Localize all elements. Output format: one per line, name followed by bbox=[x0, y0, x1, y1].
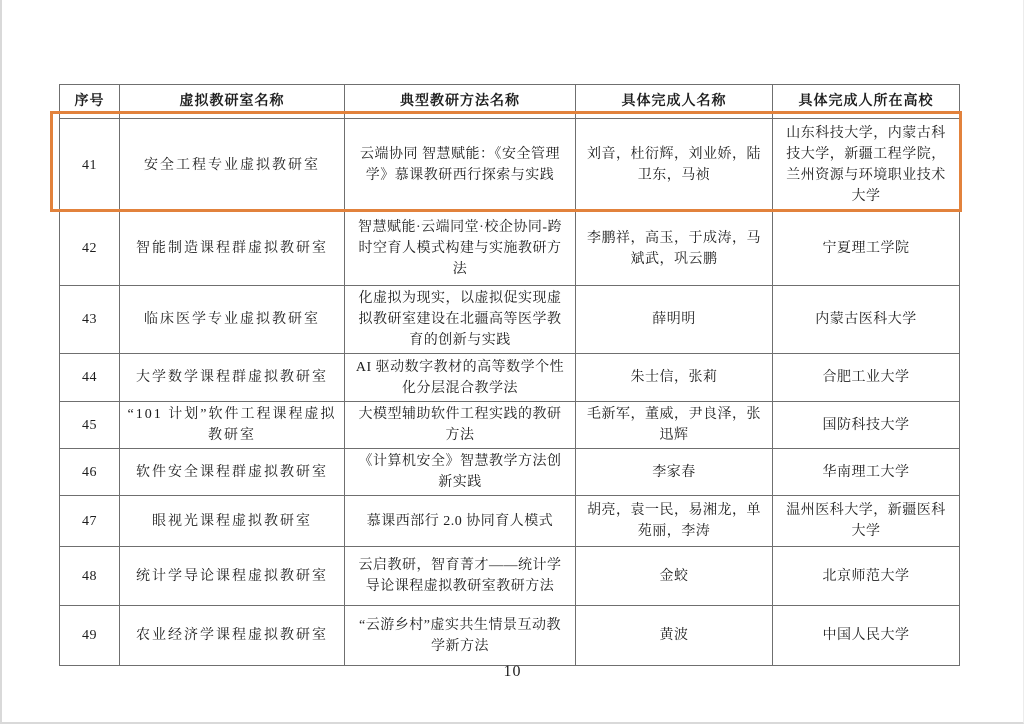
cell-no: 41 bbox=[60, 119, 120, 212]
cell-method: 《计算机安全》智慧教学方法创新实践 bbox=[345, 449, 576, 496]
table-row bbox=[60, 547, 960, 606]
cell-no: 42 bbox=[60, 212, 120, 286]
cell-people: 金蛟 bbox=[576, 547, 773, 606]
header-method: 典型教研方法名称 bbox=[345, 85, 576, 119]
cell-no: 47 bbox=[60, 496, 120, 547]
cell-universities: 内蒙古医科大学 bbox=[773, 286, 960, 354]
cell-method: 云端协同 智慧赋能：《安全管理学》慕课教研西行探索与实践 bbox=[345, 119, 576, 212]
cell-universities: 山东科技大学，内蒙古科技大学，新疆工程学院，兰州资源与环境职业技术大学 bbox=[773, 119, 960, 212]
table-row bbox=[60, 449, 960, 496]
page-number: 10 bbox=[503, 663, 522, 680]
header-no: 序号 bbox=[60, 85, 120, 119]
cell-universities: 温州医科大学，新疆医科大学 bbox=[773, 496, 960, 547]
cell-universities: 中国人民大学 bbox=[773, 606, 960, 666]
cell-universities: 华南理工大学 bbox=[773, 449, 960, 496]
cell-people: 李家春 bbox=[576, 449, 773, 496]
table-header-row bbox=[60, 85, 960, 119]
cell-people: 毛新军，董威，尹良泽，张迅辉 bbox=[576, 402, 773, 449]
table-row bbox=[60, 119, 960, 212]
cell-no: 45 bbox=[60, 402, 120, 449]
table-row bbox=[60, 354, 960, 402]
cell-room: 软件安全课程群虚拟教研室 bbox=[120, 449, 345, 496]
table-row bbox=[60, 286, 960, 354]
table-row bbox=[60, 606, 960, 666]
cell-room: 安全工程专业虚拟教研室 bbox=[120, 119, 345, 212]
cell-method: “云游乡村”虚实共生情景互动教学新方法 bbox=[345, 606, 576, 666]
header-universities: 具体完成人所在高校 bbox=[773, 85, 960, 119]
cell-people: 李鹏祥，高玉，于成涛，马斌武，巩云鹏 bbox=[576, 212, 773, 286]
award-table bbox=[59, 84, 960, 666]
cell-method: 大模型辅助软件工程实践的教研方法 bbox=[345, 402, 576, 449]
cell-room: 农业经济学课程虚拟教研室 bbox=[120, 606, 345, 666]
cell-room: 智能制造课程群虚拟教研室 bbox=[120, 212, 345, 286]
header-people: 具体完成人名称 bbox=[576, 85, 773, 119]
table-row bbox=[60, 496, 960, 547]
cell-people: 薛明明 bbox=[576, 286, 773, 354]
cell-method: AI 驱动数字教材的高等数学个性化分层混合教学法 bbox=[345, 354, 576, 402]
cell-no: 46 bbox=[60, 449, 120, 496]
cell-people: 黄波 bbox=[576, 606, 773, 666]
cell-method: 慕课西部行 2.0 协同育人模式 bbox=[345, 496, 576, 547]
cell-people: 朱士信，张莉 bbox=[576, 354, 773, 402]
table-row bbox=[60, 402, 960, 449]
cell-universities: 国防科技大学 bbox=[773, 402, 960, 449]
cell-universities: 北京师范大学 bbox=[773, 547, 960, 606]
cell-method: 云启教研，智育菁才——统计学导论课程虚拟教研室教研方法 bbox=[345, 547, 576, 606]
cell-no: 49 bbox=[60, 606, 120, 666]
cell-room: 大学数学课程群虚拟教研室 bbox=[120, 354, 345, 402]
cell-method: 智慧赋能·云端同堂·校企协同-跨时空育人模式构建与实施教研方法 bbox=[345, 212, 576, 286]
cell-method: 化虚拟为现实，以虚拟促实现虚拟教研室建设在北疆高等医学教育的创新与实践 bbox=[345, 286, 576, 354]
cell-room: “101 计划”软件工程课程虚拟教研室 bbox=[120, 402, 345, 449]
cell-room: 统计学导论课程虚拟教研室 bbox=[120, 547, 345, 606]
cell-no: 44 bbox=[60, 354, 120, 402]
cell-universities: 合肥工业大学 bbox=[773, 354, 960, 402]
header-room: 虚拟教研室名称 bbox=[120, 85, 345, 119]
cell-no: 48 bbox=[60, 547, 120, 606]
table-row bbox=[60, 212, 960, 286]
cell-universities: 宁夏理工学院 bbox=[773, 212, 960, 286]
cell-no: 43 bbox=[60, 286, 120, 354]
cell-room: 眼视光课程虚拟教研室 bbox=[120, 496, 345, 547]
cell-people: 刘音，杜衍辉，刘业娇，陆卫东，马祯 bbox=[576, 119, 773, 212]
cell-people: 胡亮，袁一民，易湘龙，单苑丽，李涛 bbox=[576, 496, 773, 547]
cell-room: 临床医学专业虚拟教研室 bbox=[120, 286, 345, 354]
